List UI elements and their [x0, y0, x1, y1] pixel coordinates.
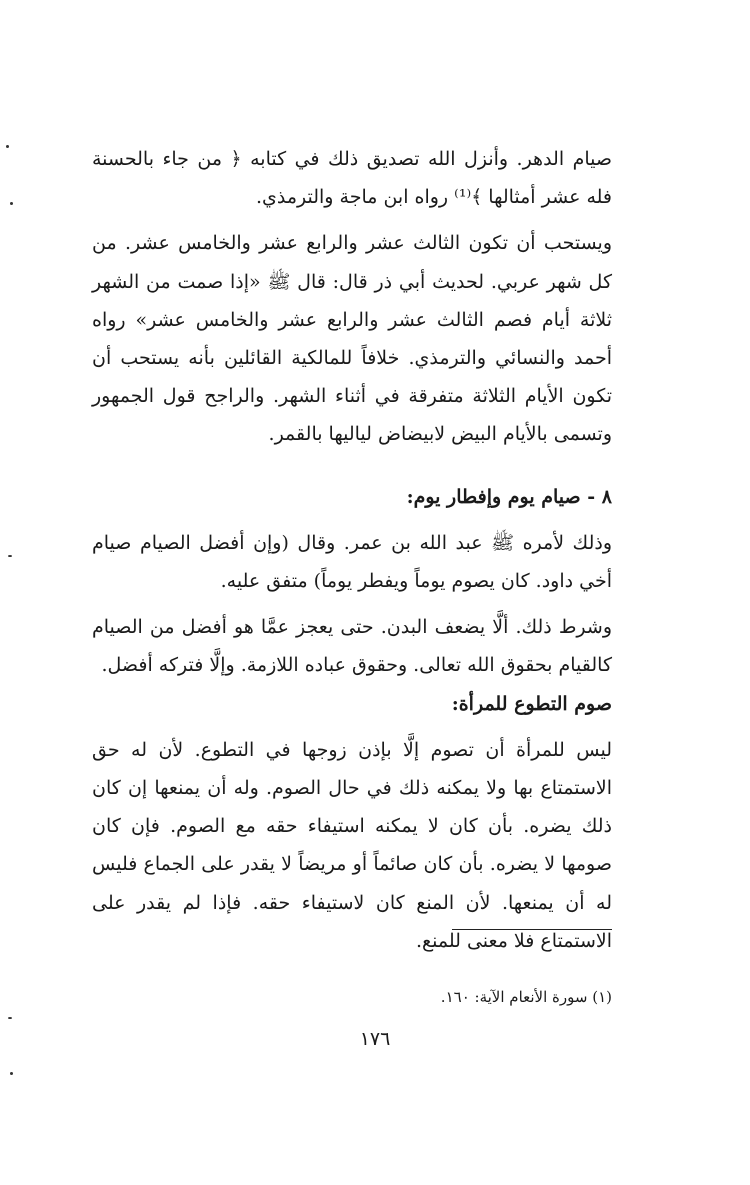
- page-number: ١٧٦: [359, 1028, 391, 1050]
- paragraph-fast-of-dawud: وذلك لأمره ﷺ عبد الله بن عمر. وقال (وإن أفضل الصيام صيام أخي داود. كان يصوم يوماً ويفطر يوماً) متفق عليه.: [92, 531, 612, 593]
- scan-speck: [8, 1017, 12, 1019]
- paragraph-continuation: صيام الدهر. وأنزل الله تصديق ذلك في كتابه ﴿ من جاء بالحسنة فله عشر أمثالها ﴾⁽¹⁾ رواه ابن ماجة والترمذي.: [92, 148, 612, 209]
- scan-speck: [6, 145, 9, 148]
- section-heading-alternate-fasting: ٨ - صيام يوم وإفطار يوم:: [406, 485, 612, 508]
- footnote-divider: [452, 929, 612, 930]
- paragraph-women-fasting: ليس للمرأة أن تصوم إلَّا بإذن زوجها في التطوع. لأن له حق الاستمتاع بها ولا يمكنه ذلك في حال الصوم. وله أن يمنعها إن كان ذلك يضره. بأن كان لا يمكنه استيفاء حقه مع الصوم. فإن كان صومها لا يضره. بأن كان صائماً أو مريضاً لا يقدر على الجماع فليس له أن يمنعها. لأن المنع كان لاستيفاء حقه. فإذا لم يقدر على الاستمتاع فلا معنى للمنع.: [92, 738, 612, 952]
- main-text-block: [92, 140, 612, 960]
- scan-speck: [10, 1072, 13, 1075]
- scan-speck: [8, 555, 12, 557]
- paragraph-condition: وشرط ذلك. ألَّا يضعف البدن. حتى يعجز عمَّا هو أفضل من الصيام كالقيام بحقوق الله تعالى. وحقوق عباده اللازمة. وإلَّا فتركه أفضل.: [92, 616, 612, 677]
- paragraph-white-days: ويستحب أن تكون الثالث عشر والرابع عشر والخامس عشر. من كل شهر عربي. لحديث أبي ذر قال: قال ﷺ «إذا صمت من الشهر ثلاثة أيام فصم الثالث عشر والرابع عشر والخامس عشر» رواه أحمد والنسائي والترمذي. خلافاً للمالكية القائلين بأنه يستحب أن تكون الأيام الثلاثة متفرقة في أثناء الشهر. والراجح قول الجمهور وتسمى بالأيام البيض لابيضاض لياليها بالقمر.: [92, 232, 612, 446]
- footnote: (١) سورة الأنعام الآية: ١٦٠.: [440, 988, 612, 1006]
- section-heading-women-voluntary-fast: صوم التطوع للمرأة:: [451, 692, 612, 715]
- scan-speck: [10, 202, 13, 205]
